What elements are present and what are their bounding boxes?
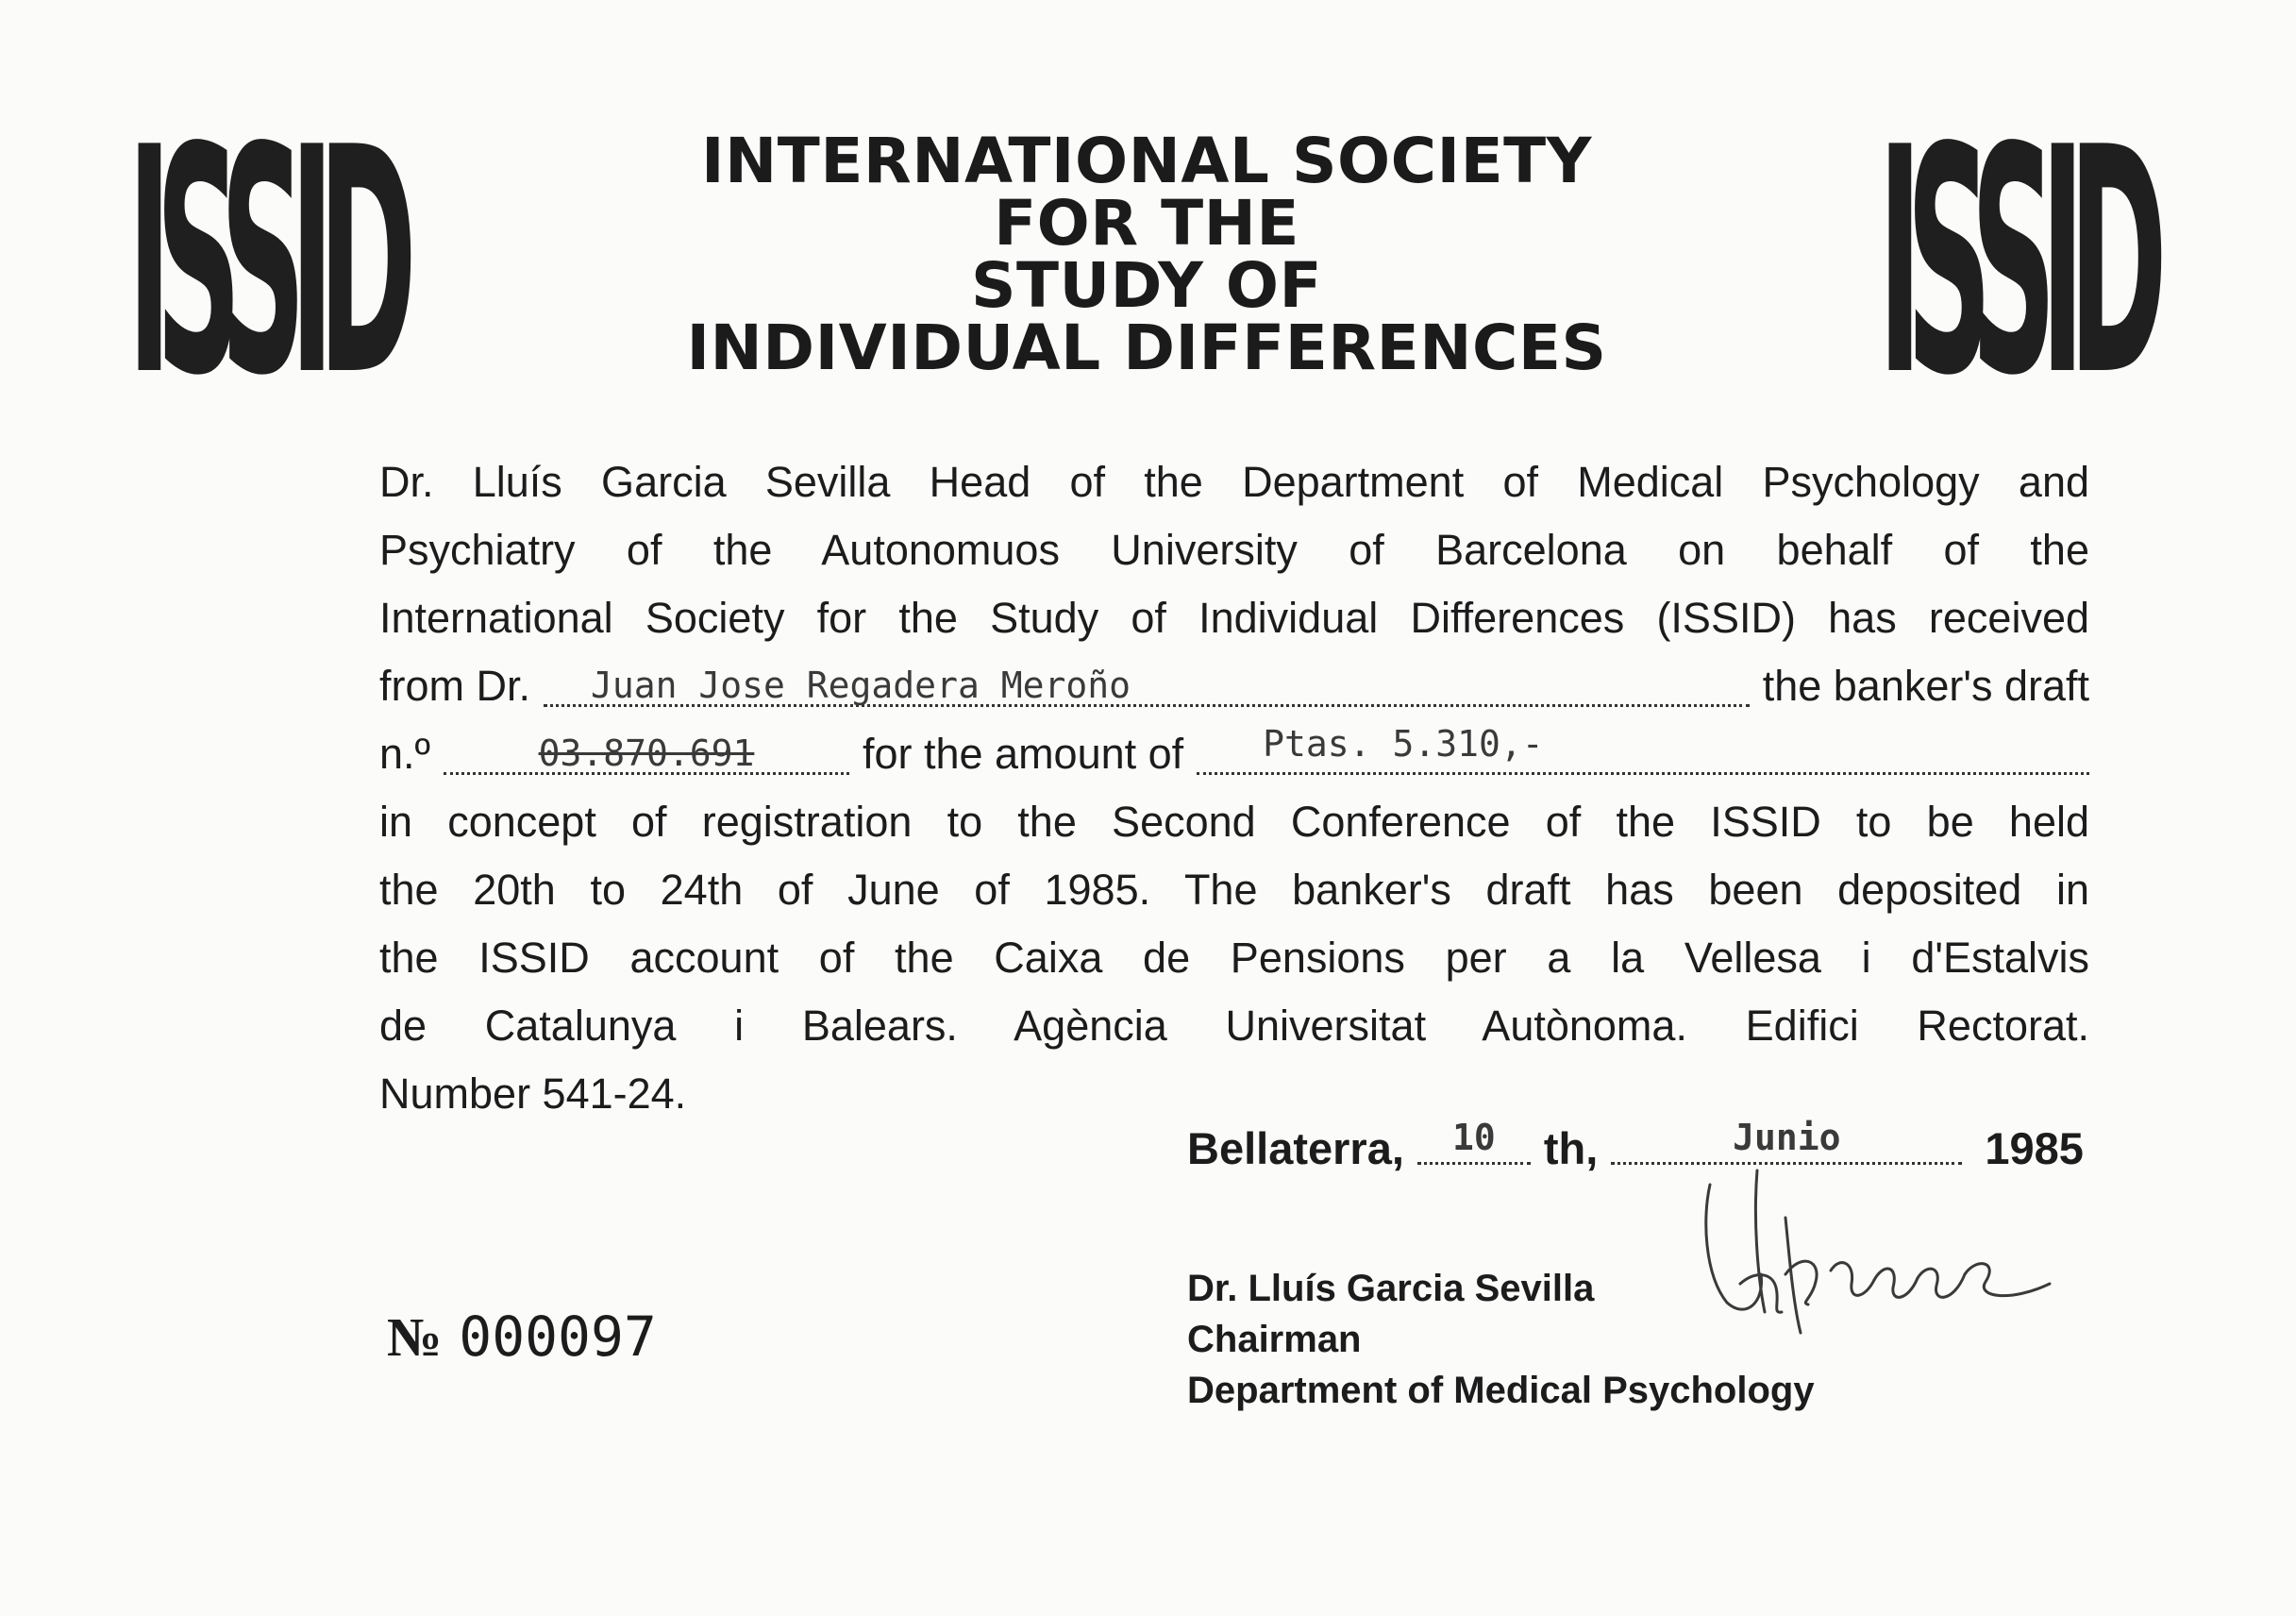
amount-value: Ptas. 5.310,- [1263, 723, 1544, 765]
serial-symbol: № [387, 1306, 443, 1368]
title-line-2: FOR THE [994, 187, 1299, 260]
number-label: n.º [379, 730, 430, 778]
logo-right-text: ISSID [1878, 81, 2162, 444]
body-line-7: the 20th to 24th of June of 1985. The banker's draft has been deposited in [379, 866, 2089, 914]
issid-logo-right [1873, 81, 2162, 444]
signatory-department: Department of Medical Psychology [1187, 1370, 1815, 1411]
body-line-6: in concept of registration to the Second Conference of the ISSID to be held [379, 798, 2089, 846]
title-line-3: STUDY OF [970, 249, 1323, 322]
handwritten-signature [1699, 1161, 2057, 1350]
date-suffix: th, [1543, 1123, 1599, 1173]
amount-line [379, 720, 2089, 788]
title-line-4: INDIVIDUAL DIFFERENCES [686, 311, 1607, 384]
recipient-name: Juan Jose Regadera Meroño [591, 665, 1131, 706]
body-line-2: Psychiatry of the Autonomuos University of Barcelona on behalf of the [379, 526, 2089, 574]
title-line-1: INTERNATIONAL SOCIETY [701, 125, 1592, 197]
date-month: Junio [1733, 1117, 1841, 1158]
logo-left-text: ISSID [127, 81, 411, 444]
month-field [1611, 1117, 1962, 1165]
issid-logo-left [123, 81, 411, 444]
recipient-field [544, 659, 1750, 707]
issid-logo-left-graphic [123, 81, 411, 444]
body-line-3: International Society for the Study of Individual Differences (ISSID) has received [379, 594, 2089, 642]
recipient-line [379, 652, 2089, 720]
date-year: 1985 [1985, 1123, 2084, 1173]
signatory-name: Dr. Lluís Garcia Sevilla [1187, 1268, 1595, 1309]
body-line-8: the ISSID account of the Caixa de Pensions per a la Vellesa i d'Estalvis [379, 934, 2089, 982]
amount-label: for the amount of [862, 730, 1184, 778]
from-label: from Dr. [379, 662, 531, 710]
body-line-9: de Catalunya i Balears. Agència Universitat Autònoma. Edifici Rectorat. [379, 1002, 2089, 1050]
body-line-10: Number 541-24. [379, 1069, 687, 1118]
society-title [491, 125, 1802, 384]
date-place: Bellaterra, [1187, 1123, 1404, 1173]
draft-label: the banker's draft [1762, 662, 2089, 710]
issid-logo-right-graphic [1873, 81, 2162, 444]
draft-number: 03.870.691 [538, 732, 755, 774]
serial-value: 000097 [459, 1305, 657, 1369]
body-line-1: Dr. Lluís Garcia Sevilla Head of the Department of Medical Psychology and [379, 458, 2089, 506]
amount-field [1197, 723, 2089, 775]
certificate-body [379, 448, 2089, 1128]
date-day: 10 [1452, 1117, 1496, 1158]
draft-number-field [444, 727, 849, 775]
signatory-role: Chairman [1187, 1319, 1362, 1360]
day-field [1417, 1117, 1531, 1165]
serial-number [387, 1305, 657, 1369]
